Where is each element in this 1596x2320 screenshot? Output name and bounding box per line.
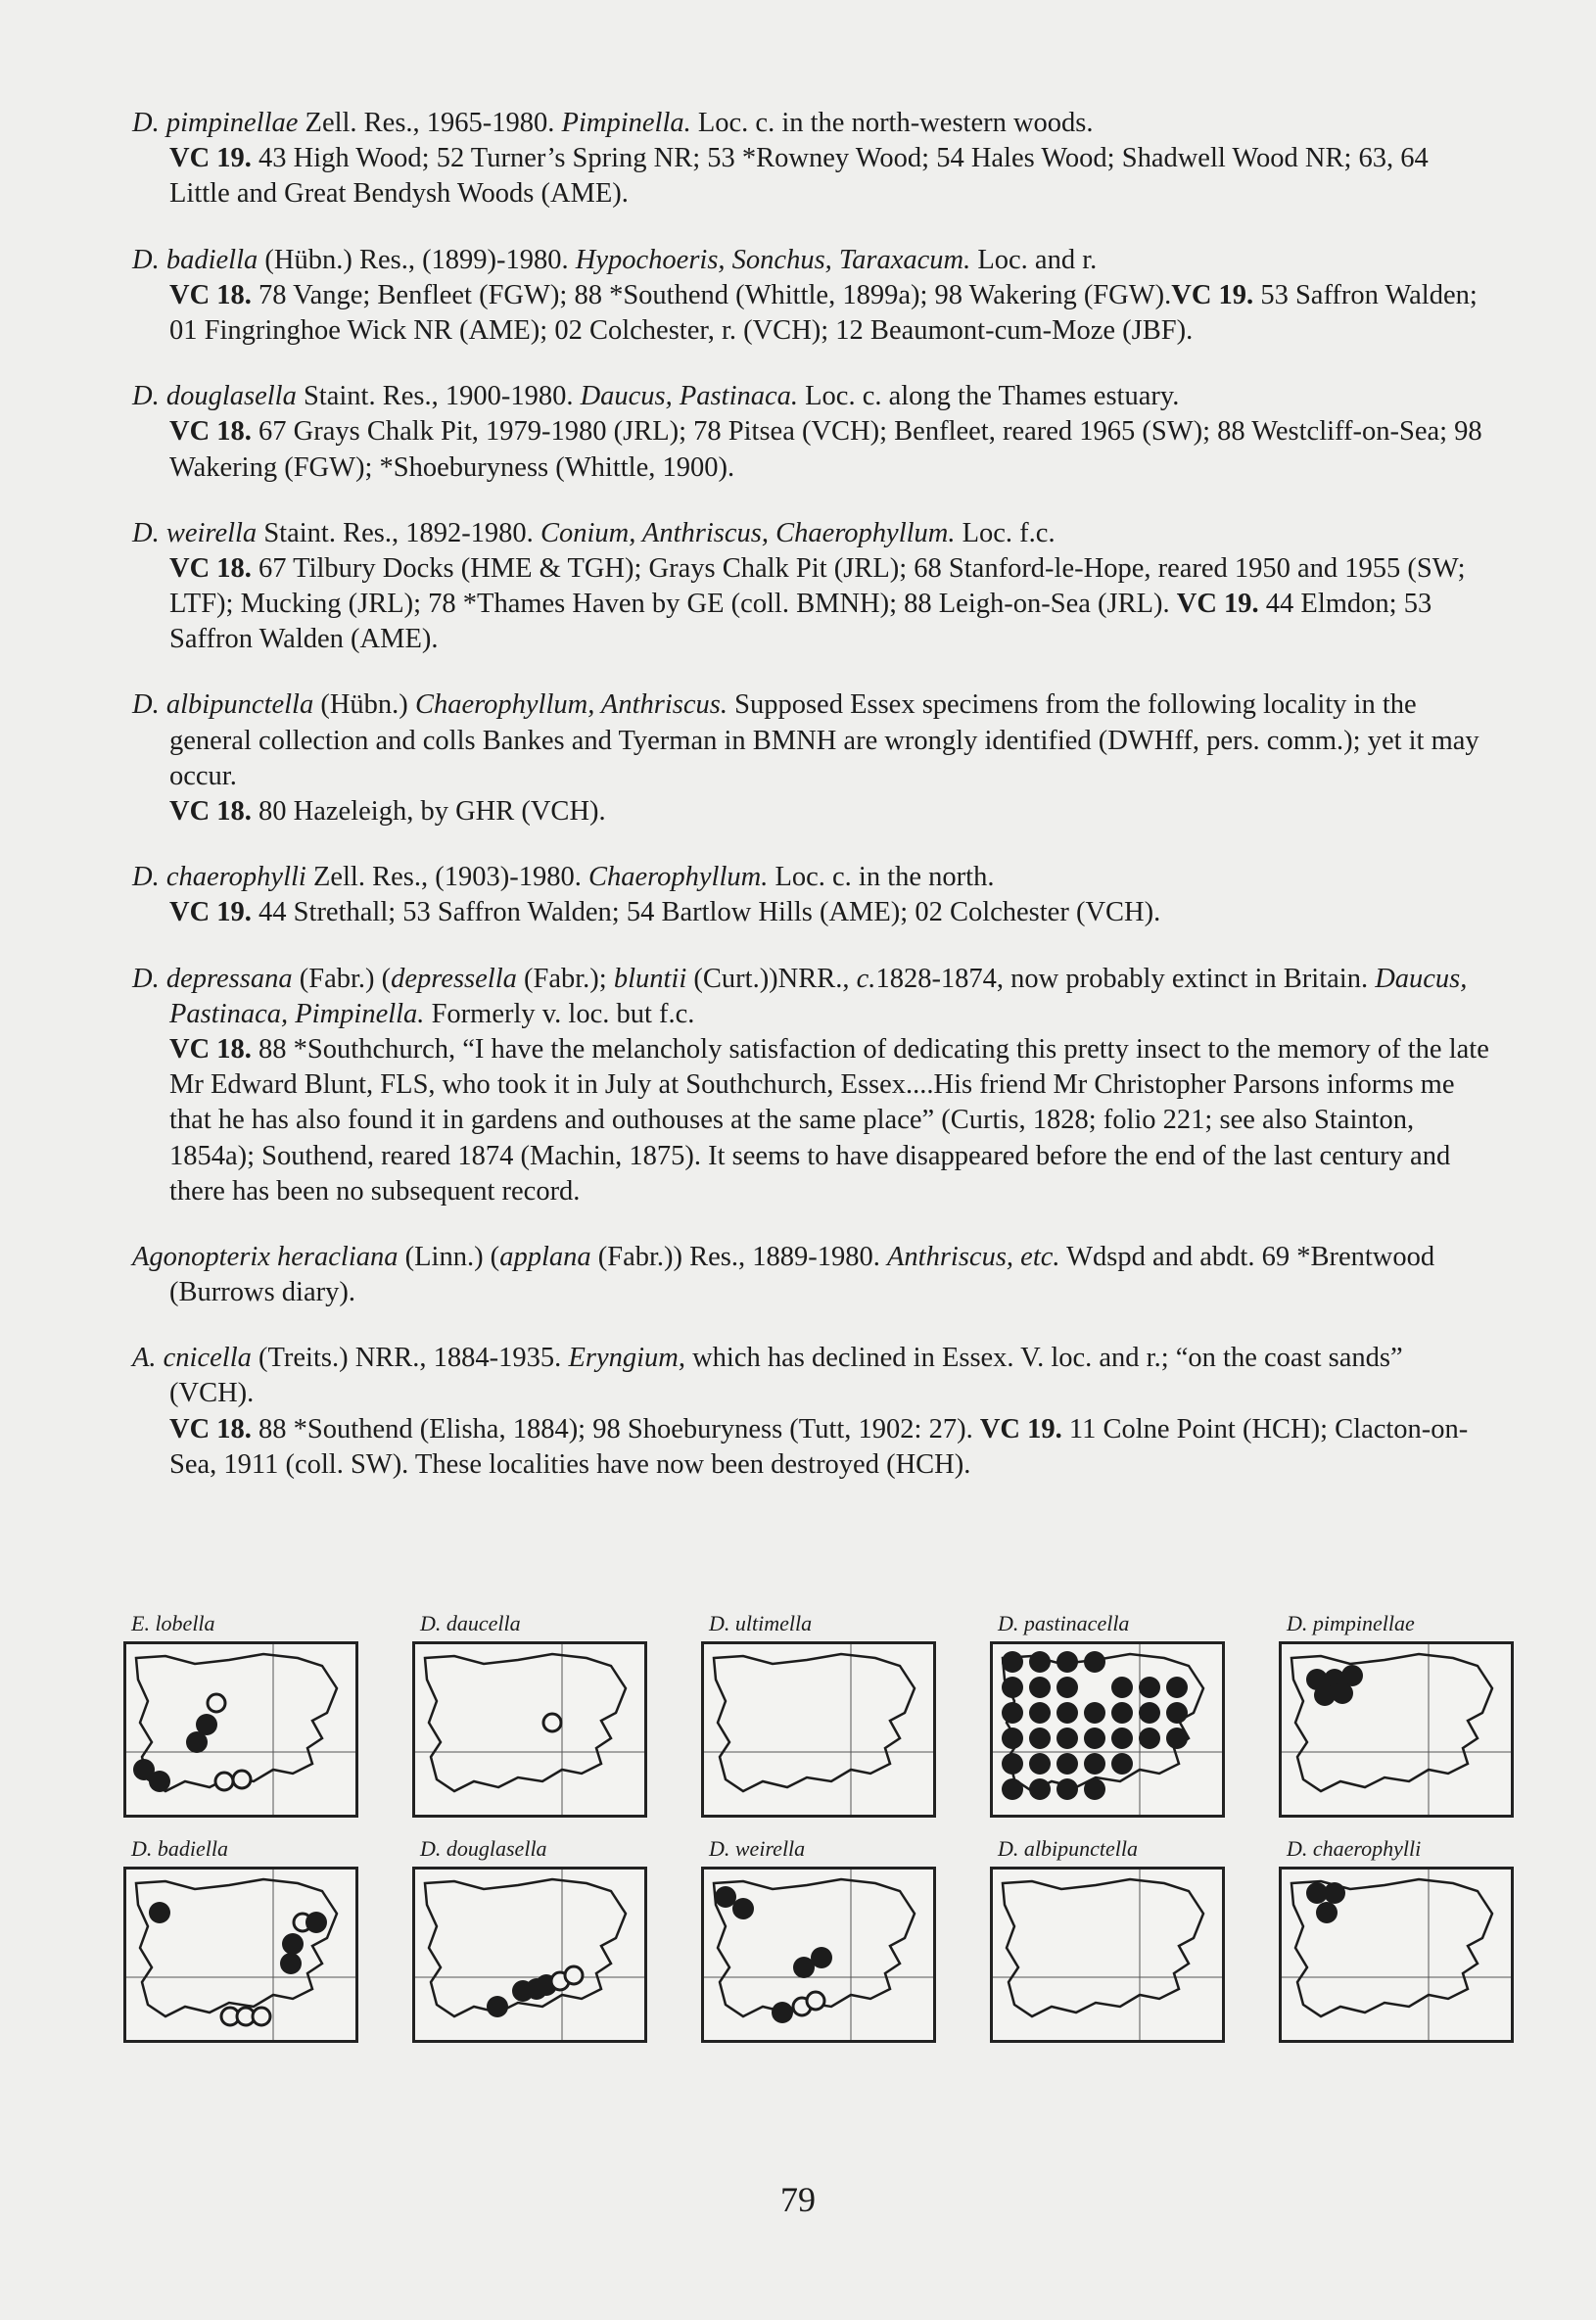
vice-county-label: VC 18.	[169, 796, 252, 827]
italic-text: Pimpinella.	[561, 108, 691, 138]
vice-county-label: VC 19.	[1176, 589, 1259, 620]
record-dot	[1029, 1728, 1051, 1749]
record-dot	[1056, 1728, 1078, 1749]
record-dot	[1002, 1753, 1023, 1775]
italic-text: Eryngium,	[568, 1343, 685, 1374]
record-dot	[811, 1947, 832, 1968]
record-dot	[1139, 1702, 1160, 1724]
record-dot	[1084, 1651, 1105, 1673]
record-dot	[1056, 1753, 1078, 1775]
entry-text: (Hübn.) Res., (1899)-1980.	[258, 244, 576, 275]
entry	[132, 379, 1493, 486]
entry-text: 53 Saffron Walden; 01 Fingringhoe Wick NR (AME); 02 Colchester, r. (VCH); 12 Beaumont-cum-Moze (JBF).	[169, 279, 1478, 346]
distribution-map	[123, 1831, 358, 2043]
essex-outline-map	[993, 1644, 1222, 1815]
vice-county-label: VC 18.	[169, 279, 252, 310]
map-label: D. albipunctella	[998, 1836, 1138, 1861]
entry-text: Zell. Res., (1903)-1980.	[305, 862, 588, 893]
entry-text: 44 Elmdon; 53 Saffron Walden (AME).	[169, 589, 1432, 655]
record-dot	[1084, 1728, 1105, 1749]
entry-text: Supposed Essex specimens from the following locality in the general collection and colls Bankes and Tyerman in BMNH are wrongly identified (DWHff, pers. comm.); yet it may occur.	[169, 689, 1479, 791]
entry-text: (Fabr.);	[516, 963, 614, 994]
entry-text: 11 Colne Point (HCH); Clacton-on-Sea, 1911 (coll. SW). These localities have now been destroyed (HCH).	[169, 1413, 1469, 1480]
entry-text: Formerly v. loc. but f.c.	[424, 998, 695, 1029]
record-dot	[1002, 1677, 1023, 1698]
italic-text: Hypochoeris, Sonchus, Taraxacum.	[575, 244, 971, 275]
entry-text: 88 *Southend (Elisha, 1884); 98 Shoeburyness (Tutt, 1902: 27).	[251, 1413, 980, 1444]
record-dot	[1166, 1677, 1188, 1698]
entry-text: Zell. Res., 1965-1980.	[298, 108, 562, 138]
record-dot	[1084, 1778, 1105, 1800]
record-dot	[1056, 1651, 1078, 1673]
entry-text: (Linn.) (	[398, 1241, 500, 1272]
essex-outline-map	[415, 1644, 644, 1815]
italic-text: D. weirella	[132, 517, 258, 548]
italic-text: D. chaerophylli	[132, 862, 306, 893]
map-label: E. lobella	[131, 1611, 215, 1635]
essex-outline-map	[993, 1870, 1222, 2040]
italic-text: D.	[132, 108, 166, 138]
italic-text: D. albipunctella	[132, 689, 314, 721]
record-dot	[1166, 1728, 1188, 1749]
record-dot	[1029, 1677, 1051, 1698]
record-dot	[1056, 1702, 1078, 1724]
essex-outline-map	[126, 1644, 355, 1815]
record-dot	[1056, 1677, 1078, 1698]
italic-text: D. douglasella	[132, 381, 297, 412]
entry	[132, 962, 1493, 1209]
old-record-ring	[215, 1773, 233, 1790]
italic-text: bluntii	[613, 963, 687, 994]
record-dot	[1324, 1882, 1345, 1904]
entry-text: Loc. c. in the north.	[768, 862, 995, 893]
map-row	[123, 1831, 1514, 2043]
map-frame	[123, 1867, 358, 2043]
distribution-map	[701, 1831, 936, 2043]
record-dot	[305, 1912, 327, 1933]
record-dot	[1111, 1753, 1133, 1775]
record-dot	[1056, 1778, 1078, 1800]
map-label: D. pimpinellae	[1287, 1611, 1415, 1635]
italic-text: Conium, Anthriscus, Chaerophyllum.	[540, 517, 956, 548]
italic-text: Daucus, Pastinaca.	[580, 381, 799, 412]
entry-text: Staint. Res., 1900-1980.	[296, 381, 581, 412]
italic-text: Chaerophyllum, Anthriscus.	[414, 689, 728, 721]
distribution-map	[990, 1831, 1225, 2043]
record-dot	[1029, 1778, 1051, 1800]
distribution-map	[1279, 1831, 1514, 2043]
old-record-ring	[233, 1771, 251, 1788]
record-dot	[732, 1898, 754, 1919]
record-dot	[1002, 1651, 1023, 1673]
record-dot	[1002, 1778, 1023, 1800]
record-dot	[1111, 1728, 1133, 1749]
map-label: D. weirella	[709, 1836, 806, 1861]
record-dot	[487, 1996, 508, 2017]
entry-text: 80 Hazeleigh, by GHR (VCH).	[251, 796, 606, 827]
county-outline	[714, 1654, 915, 1791]
map-frame	[1279, 1867, 1514, 2043]
entry-text: (Treits.) NRR., 1884-1935.	[251, 1343, 569, 1374]
map-frame	[990, 1641, 1225, 1818]
record-dot	[1139, 1728, 1160, 1749]
record-dot	[186, 1731, 208, 1753]
italic-text: Chaerophyllum.	[587, 862, 769, 893]
entry-text: (Curt.))NRR.,	[686, 963, 857, 994]
map-label: D. chaerophylli	[1287, 1836, 1422, 1861]
vice-county-label: VC 18.	[169, 552, 252, 584]
essex-outline-map	[1282, 1644, 1511, 1815]
county-outline	[1003, 1879, 1203, 2016]
species-entries	[132, 106, 1493, 1513]
entry-text: Loc. and r.	[970, 244, 1098, 275]
entry	[132, 243, 1493, 350]
italic-text: c.	[856, 963, 876, 994]
record-dot	[715, 1886, 736, 1908]
entry	[132, 1341, 1493, 1483]
entry-text: 88 *Southchurch, “I have the melancholy satisfaction of dedicating this pretty insect to the memory of the late Mr Edward Blunt, FLS, who took it in July at Southchurch, Essex....His friend Mr Christopher Parsons informs me that he has also found it in gardens and outhouses at the same place” (Curtis, 1828; folio 221; see also Stainton, 1854a); Southend, reared 1874 (Machin, 1875). It seems to have disappeared before the end of the last century and there has been no subsequent record.	[169, 1033, 1489, 1207]
vice-county-label: VC 19.	[169, 143, 252, 174]
map-label: D. pastinacella	[998, 1611, 1130, 1635]
map-row	[123, 1606, 1514, 1818]
italic-text: A. cnicella	[132, 1343, 252, 1374]
map-frame	[1279, 1641, 1514, 1818]
record-dot	[772, 2002, 793, 2023]
distribution-map	[412, 1606, 647, 1818]
entry-text: (Fabr.)) Res., 1889-1980.	[590, 1241, 887, 1272]
entry	[132, 1240, 1493, 1310]
entry-text: Loc. f.c.	[955, 517, 1056, 548]
vice-county-label: VC 18.	[169, 1033, 252, 1065]
distribution-map	[701, 1606, 936, 1818]
essex-outline-map	[415, 1870, 644, 2040]
entry	[132, 687, 1493, 829]
record-dot	[1166, 1702, 1188, 1724]
entry-text: (Hübn.)	[313, 689, 415, 721]
italic-text: Anthriscus, etc.	[887, 1241, 1060, 1272]
record-dot	[1084, 1753, 1105, 1775]
record-dot	[149, 1902, 170, 1923]
old-record-ring	[807, 1992, 824, 2010]
map-label: D. badiella	[131, 1836, 228, 1861]
map-frame	[123, 1641, 358, 1818]
record-dot	[1316, 1902, 1338, 1923]
entry-text: 67 Grays Chalk Pit, 1979-1980 (JRL); 78 Pitsea (VCH); Benfleet, reared 1965 (SW); 88 Westcliff-on-Sea; 98 Wakering (FGW); *Shoeburyness (Whittle, 1900).	[169, 416, 1482, 483]
map-frame	[701, 1641, 936, 1818]
distribution-map	[990, 1606, 1225, 1818]
italic-text: depressella	[391, 963, 517, 994]
map-frame	[412, 1641, 647, 1818]
record-dot	[1111, 1677, 1133, 1698]
vice-county-label: VC 19.	[169, 897, 252, 928]
vice-county-label: VC 19.	[1171, 279, 1254, 310]
county-outline	[136, 1654, 337, 1791]
record-dot	[149, 1771, 170, 1792]
record-dot	[1111, 1702, 1133, 1724]
page-number: 79	[780, 2180, 816, 2219]
italic-text: D. badiella	[132, 244, 258, 275]
italic-text: Daucus, Pastinaca, Pimpinella.	[169, 963, 1468, 1029]
distribution-map	[1279, 1606, 1514, 1818]
entry-text: 1828-1874, now probably extinct in Britain.	[875, 963, 1376, 994]
entry-text: 67 Tilbury Docks (HME & TGH); Grays Chalk Pit (JRL); 68 Stanford-le-Hope, reared 1950 and 1955 (SW; LTF); Mucking (JRL); 78 *Thames Haven by GE (coll. BMNH); 88 Leigh-on-Sea (JRL).	[169, 552, 1466, 620]
entry-text: (Fabr.) (	[292, 963, 392, 994]
record-dot	[1002, 1702, 1023, 1724]
essex-outline-map	[704, 1870, 933, 2040]
italic-text: D. depressana	[132, 963, 293, 994]
record-dot	[1139, 1677, 1160, 1698]
old-record-ring	[565, 1966, 583, 1984]
record-dot	[1029, 1702, 1051, 1724]
map-frame	[701, 1867, 936, 2043]
vice-county-label: VC 19.	[979, 1413, 1062, 1444]
entry-text: Loc. c. along the Thames estuary.	[798, 381, 1180, 412]
map-frame	[990, 1867, 1225, 2043]
entry-text: Loc. c. in the north-western woods.	[690, 108, 1094, 138]
distribution-map	[412, 1831, 647, 2043]
old-record-ring	[253, 2008, 270, 2025]
entry-text: 78 Vange; Benfleet (FGW); 88 *Southend (Whittle, 1899a); 98 Wakering (FGW).	[251, 279, 1172, 310]
vice-county-label: VC 18.	[169, 1413, 252, 1444]
entry	[132, 516, 1493, 658]
essex-outline-map	[126, 1870, 355, 2040]
record-dot	[282, 1933, 304, 1955]
map-label: D. douglasella	[420, 1836, 547, 1861]
vice-county-label: VC 18.	[169, 416, 252, 448]
entry-text: 44 Strethall; 53 Saffron Walden; 54 Bartlow Hills (AME); 02 Colchester (VCH).	[251, 897, 1161, 928]
county-outline	[425, 1654, 626, 1791]
italic-text: Agonopterix heracliana	[132, 1241, 399, 1272]
old-record-ring	[208, 1694, 225, 1712]
record-dot	[1002, 1728, 1023, 1749]
record-dot	[1029, 1651, 1051, 1673]
distribution-maps	[123, 1606, 1514, 2057]
entry	[132, 860, 1493, 930]
record-dot	[280, 1953, 302, 1974]
entry-text: which has declined in Essex. V. loc. and r.; “on the coast sands” (VCH).	[169, 1343, 1403, 1409]
record-dot	[1029, 1753, 1051, 1775]
italic-text: pimpinellae	[165, 108, 299, 138]
entry-text: Wdspd and abdt. 69 *Brentwood (Burrows diary).	[169, 1241, 1435, 1308]
map-label: D. daucella	[420, 1611, 521, 1635]
entry	[132, 106, 1493, 213]
old-record-ring	[543, 1714, 561, 1731]
italic-text: applana	[499, 1241, 591, 1272]
county-outline	[136, 1879, 337, 2016]
essex-outline-map	[704, 1644, 933, 1815]
map-label: D. ultimella	[709, 1611, 813, 1635]
distribution-map	[123, 1606, 358, 1818]
entry-text: Staint. Res., 1892-1980.	[257, 517, 540, 548]
map-frame	[412, 1867, 647, 2043]
essex-outline-map	[1282, 1870, 1511, 2040]
record-dot	[1084, 1702, 1105, 1724]
entry-text: 43 High Wood; 52 Turner’s Spring NR; 53 *Rowney Wood; 54 Hales Wood; Shadwell Wood NR; 63, 64 Little and Great Bendysh Woods (AME).	[169, 143, 1429, 210]
record-dot	[1332, 1682, 1353, 1704]
